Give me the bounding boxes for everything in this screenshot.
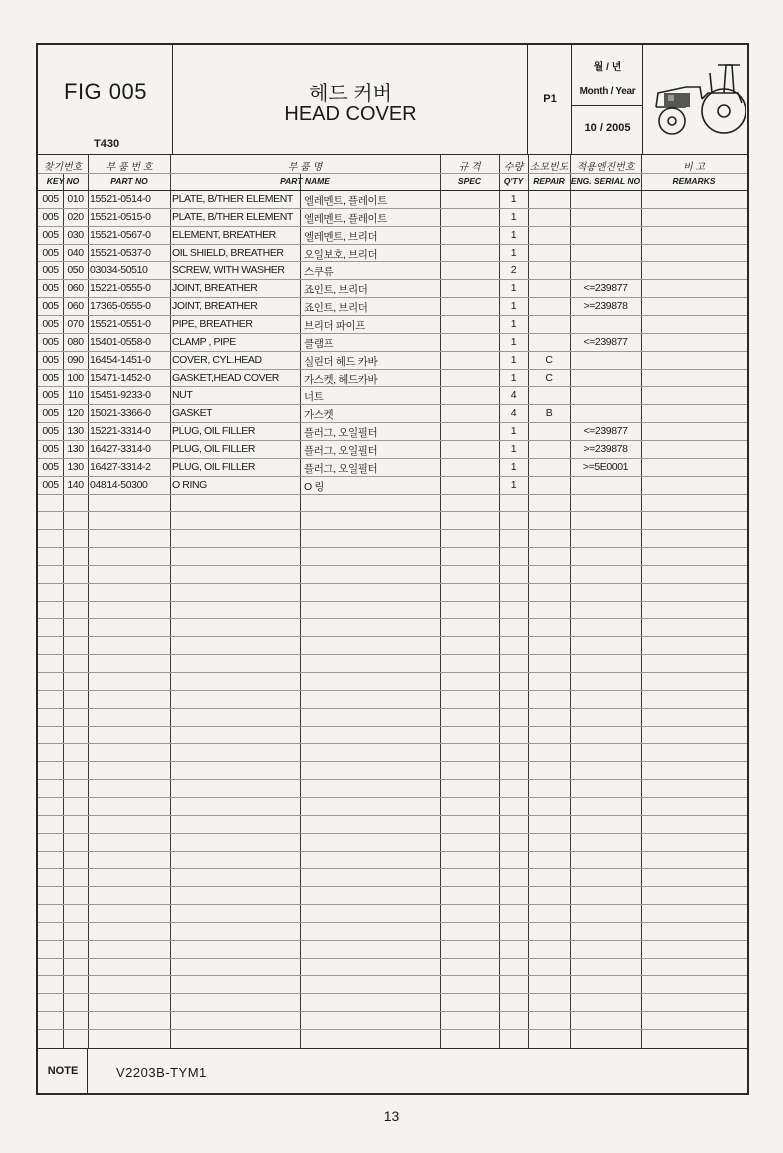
cell-part-no: 15521-0514-0 xyxy=(90,193,151,205)
row-divider xyxy=(38,940,747,941)
cell-fig: 005 xyxy=(42,371,59,384)
cell-name-ko: 클램프 xyxy=(304,337,334,350)
cell-key: 090 xyxy=(67,353,84,366)
title-korean: 헤드 커버 xyxy=(309,83,392,105)
col-part-no-en: PART NO xyxy=(110,176,148,186)
cell-name-en: OIL SHIELD, BREATHER xyxy=(172,246,284,259)
col-qty-en: Q'TY xyxy=(503,176,524,186)
row-divider xyxy=(38,351,747,352)
header-bottom-border xyxy=(38,190,747,191)
col-part-name-en: PART NAME xyxy=(280,176,330,186)
row-divider xyxy=(38,815,747,816)
row-divider xyxy=(38,672,747,673)
cell-name-ko: 브리더 파이프 xyxy=(304,320,365,332)
cell-qty: 1 xyxy=(510,442,517,455)
row-divider xyxy=(38,761,747,762)
cell-fig: 005 xyxy=(42,442,59,455)
tractor-icon xyxy=(646,53,746,143)
col-serial-en: ENG. SERIAL NO xyxy=(570,176,641,186)
cell-key: 130 xyxy=(67,460,84,473)
cell-name-ko: 너트 xyxy=(304,391,324,404)
cell-name-en: PLUG, OIL FILLER xyxy=(172,460,256,473)
col-remarks-ko: 비 고 xyxy=(682,162,706,173)
sheet-header xyxy=(38,45,747,155)
cell-name-en: PIPE, BREATHER xyxy=(172,318,253,330)
cell-fig: 005 xyxy=(42,300,59,313)
date-label-korean: 월 / 년 xyxy=(593,62,622,73)
cell-part-no: 03034-50510 xyxy=(90,264,148,277)
cell-part-no: 15521-0515-0 xyxy=(90,210,151,223)
cell-part-no: 15451-9233-0 xyxy=(90,389,151,402)
col-key-no-ko: 찾기번호 xyxy=(43,162,83,173)
cell-name-ko: 오일보호, 브리더 xyxy=(304,248,378,261)
cell-part-no: 15221-3314-0 xyxy=(90,425,151,438)
cell-part-no: 04814-50300 xyxy=(90,478,148,491)
date-divider xyxy=(572,105,643,106)
cell-qty: 1 xyxy=(510,210,517,223)
cell-key: 120 xyxy=(67,407,84,420)
cell-name-ko: 엘레멘트, 플레이트 xyxy=(304,195,387,207)
cell-name-ko: 엘레멘트, 브리더 xyxy=(304,230,378,243)
cell-serial: <=239877 xyxy=(583,335,628,348)
cell-name-en: JOINT, BREATHER xyxy=(172,282,258,295)
row-divider xyxy=(38,904,747,905)
cell-part-no: 17365-0555-0 xyxy=(90,300,151,313)
note-label-cell xyxy=(38,1049,88,1094)
cell-name-en: ELEMENT, BREATHER xyxy=(172,228,276,241)
cell-fig: 005 xyxy=(42,193,59,205)
col-part-no-ko: 부 품 번 호 xyxy=(105,162,153,173)
cell-qty: 2 xyxy=(510,264,517,277)
cell-fig: 005 xyxy=(42,460,59,473)
cell-name-en: SCREW, WITH WASHER xyxy=(172,264,285,277)
cell-part-no: 15401-0558-0 xyxy=(90,335,151,348)
date-cell xyxy=(572,45,643,155)
cell-repair: C xyxy=(545,353,553,366)
cell-key: 010 xyxy=(67,193,84,205)
col-spec-ko: 규 격 xyxy=(458,162,481,173)
cell-fig: 005 xyxy=(42,264,59,277)
cell-fig: 005 xyxy=(42,389,59,402)
parts-table xyxy=(38,155,747,1048)
cell-name-ko: 가스켓 xyxy=(304,409,334,422)
row-divider xyxy=(38,868,747,869)
cell-part-no: 16427-3314-2 xyxy=(90,460,151,473)
cell-part-no: 16427-3314-0 xyxy=(90,442,151,455)
title-cell xyxy=(173,45,528,155)
date-label-english: Month / Year xyxy=(579,86,636,97)
row-divider xyxy=(38,1029,747,1030)
cell-name-ko: 플러그, 오일필터 xyxy=(304,444,378,457)
cell-part-no: 15521-0551-0 xyxy=(90,318,151,330)
row-divider xyxy=(38,993,747,994)
page-label: P1 xyxy=(543,93,557,105)
cell-key: 070 xyxy=(67,318,84,330)
cell-fig: 005 xyxy=(42,335,59,348)
cell-fig: 005 xyxy=(42,318,59,330)
col-repair-ko: 소모빈도 xyxy=(529,162,569,173)
row-divider xyxy=(38,743,747,744)
cell-key: 030 xyxy=(67,228,84,241)
cell-key: 020 xyxy=(67,210,84,223)
row-divider xyxy=(38,833,747,834)
cell-qty: 1 xyxy=(510,246,517,259)
cell-name-ko: 죠인트, 브리더 xyxy=(304,284,368,297)
cell-name-en: O RING xyxy=(172,478,207,491)
row-divider xyxy=(38,1011,747,1012)
cell-part-no: 15521-0537-0 xyxy=(90,246,151,259)
cell-qty: 1 xyxy=(510,478,517,491)
cell-name-ko: O 링 xyxy=(304,480,325,493)
row-divider xyxy=(38,547,747,548)
cell-fig: 005 xyxy=(42,246,59,259)
row-divider xyxy=(38,636,747,637)
cell-fig: 005 xyxy=(42,407,59,420)
col-qty-ko: 수량 xyxy=(503,162,524,173)
row-divider xyxy=(38,529,747,530)
date-value: 10 / 2005 xyxy=(584,122,631,134)
cell-fig: 005 xyxy=(42,228,59,241)
cell-name-ko: 플러그, 오일필터 xyxy=(304,427,378,440)
row-divider xyxy=(38,797,747,798)
cell-name-en: NUT xyxy=(172,389,193,402)
cell-fig: 005 xyxy=(42,425,59,438)
cell-key: 100 xyxy=(67,371,84,384)
cell-serial: <=239877 xyxy=(583,425,628,438)
cell-name-ko: 실린더 헤드 카바 xyxy=(304,355,378,368)
row-divider xyxy=(38,244,747,245)
cell-fig: 005 xyxy=(42,210,59,223)
cell-serial: <=239877 xyxy=(583,282,628,295)
cell-key: 130 xyxy=(67,442,84,455)
col-spec-en: SPEC xyxy=(457,176,482,186)
cell-serial: >=239878 xyxy=(583,300,628,313)
cell-name-en: PLATE, B/THER ELEMENT xyxy=(172,193,293,205)
illustration-cell xyxy=(643,45,747,155)
cell-key: 140 xyxy=(67,478,84,491)
cell-part-no: 15221-0555-0 xyxy=(90,282,151,295)
cell-key: 060 xyxy=(67,282,84,295)
note-section xyxy=(38,1048,747,1093)
row-divider xyxy=(38,386,747,387)
cell-qty: 1 xyxy=(510,460,517,473)
cell-name-en: PLUG, OIL FILLER xyxy=(172,425,256,438)
cell-name-en: COVER, CYL.HEAD xyxy=(172,353,262,366)
row-divider xyxy=(38,458,747,459)
cell-fig: 005 xyxy=(42,478,59,491)
cell-key: 110 xyxy=(67,389,84,402)
cell-qty: 1 xyxy=(510,300,517,313)
row-divider xyxy=(38,922,747,923)
cell-name-ko: 스쿠류 xyxy=(304,266,334,279)
row-divider xyxy=(38,208,747,209)
row-divider xyxy=(38,315,747,316)
cell-qty: 1 xyxy=(510,371,517,384)
header-divider xyxy=(38,173,747,174)
row-divider xyxy=(38,618,747,619)
cell-qty: 1 xyxy=(510,335,517,348)
parts-list-sheet xyxy=(36,43,749,1095)
cell-name-en: JOINT, BREATHER xyxy=(172,300,258,313)
cell-qty: 1 xyxy=(510,425,517,438)
cell-repair: B xyxy=(545,407,553,420)
col-key-no-en: KEY NO xyxy=(46,176,80,186)
cell-part-no: 15471-1452-0 xyxy=(90,371,151,384)
cell-part-no: 15021-3366-0 xyxy=(90,407,151,420)
page-number: 13 xyxy=(383,1108,400,1124)
cell-fig: 005 xyxy=(42,353,59,366)
title-english: HEAD COVER xyxy=(284,103,417,125)
cell-qty: 1 xyxy=(510,318,517,330)
cell-repair: C xyxy=(545,371,553,384)
cell-name-ko: 엘레멘트, 플레이트 xyxy=(304,212,387,225)
row-divider xyxy=(38,851,747,852)
cell-name-ko: 죠인트, 브리더 xyxy=(304,302,368,315)
row-divider xyxy=(38,279,747,280)
cell-name-en: GASKET,HEAD COVER xyxy=(172,371,279,384)
cell-name-ko: 가스켓, 헤드카바 xyxy=(304,373,378,386)
cell-name-ko: 플러그, 오일필터 xyxy=(304,462,378,475)
cell-qty: 1 xyxy=(510,228,517,241)
row-divider xyxy=(38,583,747,584)
row-divider xyxy=(38,565,747,566)
row-divider xyxy=(38,975,747,976)
cell-key: 080 xyxy=(67,335,84,348)
cell-serial: >=5E0001 xyxy=(582,460,629,473)
row-divider xyxy=(38,958,747,959)
cell-name-en: GASKET xyxy=(172,407,213,420)
model-name: T430 xyxy=(94,138,120,150)
cell-qty: 1 xyxy=(510,193,517,205)
col-repair-en: REPAIR xyxy=(533,176,565,186)
col-serial-ko: 적용엔진번호 xyxy=(576,162,635,173)
page-cell xyxy=(528,45,572,155)
cell-key: 050 xyxy=(67,264,84,277)
cell-qty: 4 xyxy=(510,389,517,402)
row-divider xyxy=(38,886,747,887)
cell-name-en: PLATE, B/THER ELEMENT xyxy=(172,210,293,223)
col-part-name-ko: 부 품 명 xyxy=(287,162,323,173)
cell-qty: 1 xyxy=(510,353,517,366)
row-divider xyxy=(38,726,747,727)
cell-qty: 4 xyxy=(510,407,517,420)
note-text: V2203B-TYM1 xyxy=(116,1065,207,1080)
cell-key: 060 xyxy=(67,300,84,313)
row-divider xyxy=(38,690,747,691)
cell-part-no: 16454-1451-0 xyxy=(90,353,151,366)
cell-qty: 1 xyxy=(510,282,517,295)
row-divider xyxy=(38,779,747,780)
cell-fig: 005 xyxy=(42,282,59,295)
cell-key: 040 xyxy=(67,246,84,259)
note-label: NOTE xyxy=(47,1065,79,1077)
cell-key: 130 xyxy=(67,425,84,438)
row-divider xyxy=(38,601,747,602)
row-divider xyxy=(38,511,747,512)
row-divider xyxy=(38,494,747,495)
cell-serial: >=239878 xyxy=(583,442,628,455)
fig-cell xyxy=(38,45,173,155)
row-divider xyxy=(38,654,747,655)
column-divider xyxy=(300,173,301,1048)
cell-part-no: 15521-0567-0 xyxy=(90,228,151,241)
cell-name-en: PLUG, OIL FILLER xyxy=(172,442,256,455)
cell-name-en: CLAMP , PIPE xyxy=(172,335,236,348)
row-divider xyxy=(38,422,747,423)
row-divider xyxy=(38,708,747,709)
col-remarks-en: REMARKS xyxy=(672,176,716,186)
fig-number: FIG 005 xyxy=(64,79,147,104)
